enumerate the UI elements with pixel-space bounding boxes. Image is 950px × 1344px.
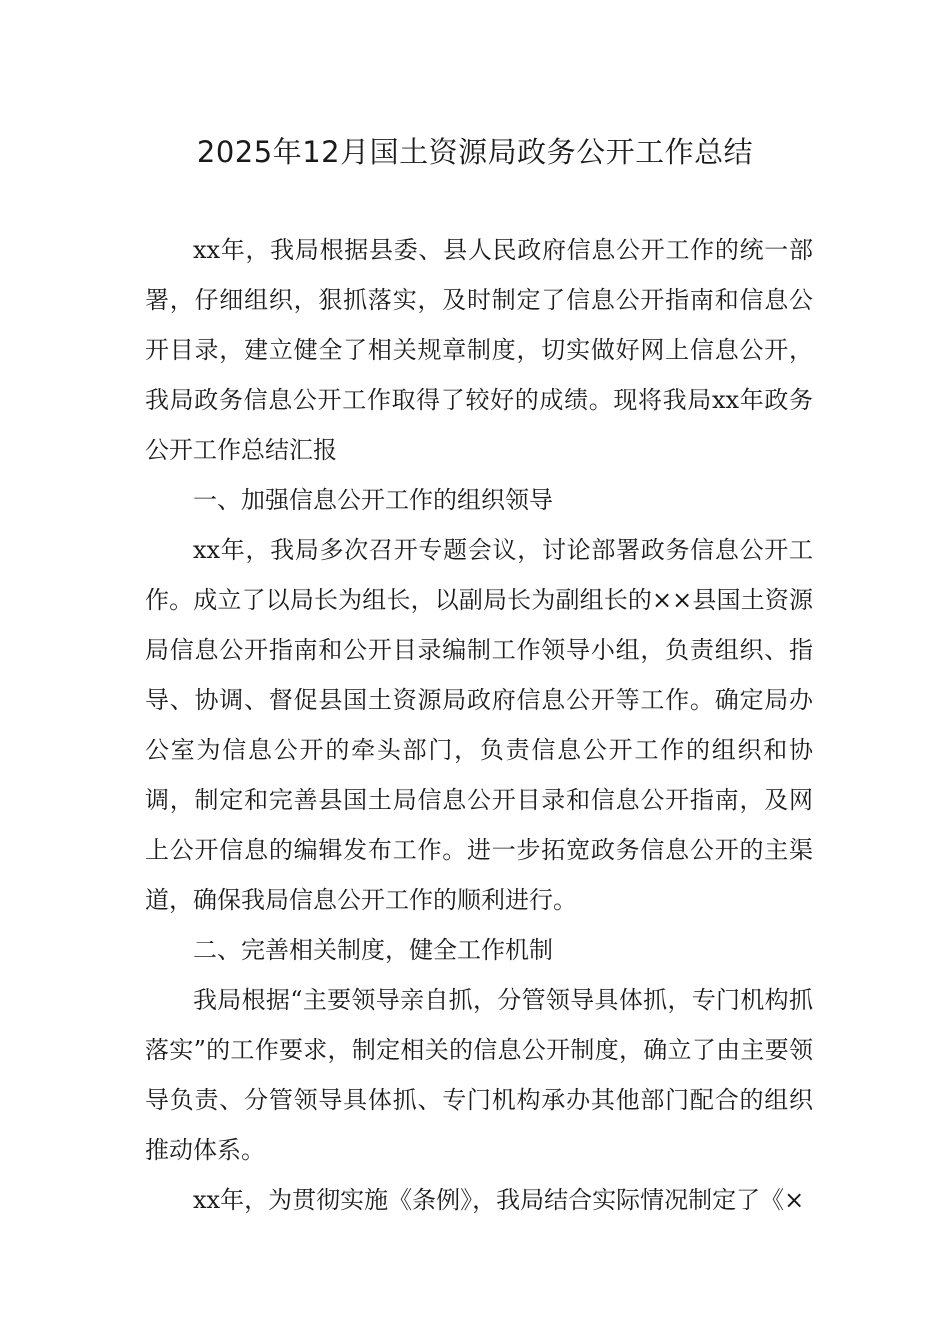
section-2-paragraph: 我局根据“主要领导亲自抓，分管领导具体抓，专门机构抓落实”的工作要求，制定相关的信息公开制度，确立了由主要领导负责、分管领导具体抓、专门机构承办其他部门配合的组织推动体系。 [145,986,813,1164]
intro-paragraph: xx年，我局根据县委、县人民政府信息公开工作的统一部署，仔细组织，狠抓落实，及时制定了信息公开指南和信息公开目录，建立健全了相关规章制度，切实做好网上信息公开，我局政务信息公开工作取得了较好的成绩。现将我局xx年政务公开工作总结汇报 [145,236,813,464]
section-2-paragraph-continued: xx年，为贯彻实施《条例》，我局结合实际情况制定了《× [193,1186,805,1214]
section-1-paragraph: xx年，我局多次召开专题会议，讨论部署政务信息公开工作。成立了以局长为组长，以副局长为副组长的××县国土资源局信息公开指南和公开目录编制工作领导小组，负责组织、指导、协调、督促县国土资源局政府信息公开等工作。确定局办公室为信息公开的牵头部门，负责信息公开工作的组织和协调，制定和完善县国土局信息公开目录和信息公开指南，及网上公开信息的编辑发布工作。进一步拓宽政务信息公开的主渠道，确保我局信息公开工作的顺利进行。 [145,536,813,914]
document-title: 2025年12月国土资源局政务公开工作总结 [196,135,754,169]
section-heading-1: 一、加强信息公开工作的组织领导 [193,486,553,514]
section-heading-2: 二、完善相关制度，健全工作机制 [193,936,553,964]
document-body [145,225,813,1225]
